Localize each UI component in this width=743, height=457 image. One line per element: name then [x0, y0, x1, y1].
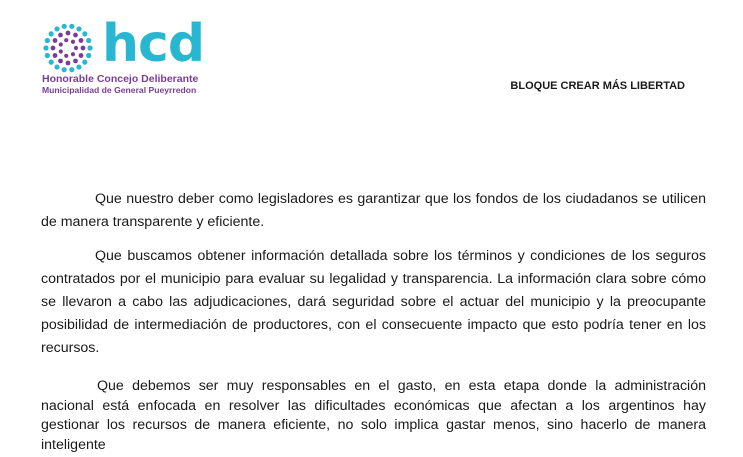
logo-dot [54, 26, 59, 31]
logo-dot [69, 24, 74, 29]
logo-dot [62, 24, 67, 29]
logo-dot [49, 60, 54, 65]
logo-dot [79, 53, 84, 58]
logo-dot [86, 53, 91, 58]
logo-dot [62, 67, 67, 72]
logo-dot [69, 67, 74, 72]
bloque-heading: BLOQUE CREAR MÁS LIBERTAD [510, 80, 685, 92]
logo-dot [64, 54, 68, 58]
logo-dot [58, 33, 63, 38]
logo-dot [45, 53, 50, 58]
logo-dot [76, 26, 81, 31]
logo-dot [82, 60, 87, 65]
logo-dot [66, 31, 71, 36]
paragraph-1: Que nuestro deber como legisladores es garantizar que los fondos de los ciudadanos se utilicen de manera transparente y eficiente. [41, 191, 706, 230]
logo-dot [59, 49, 63, 53]
hcd-logo [40, 14, 220, 100]
logo-dot [51, 46, 56, 51]
paragraph-2: Que buscamos obtener información detallada sobre los términos y condiciones de los seguros contratados por el municipio para evaluar su legalidad y transparencia. La información clara sobre cómo se llevaron a cabo las adjudicaciones, dará seguridad sobre el actuar del municipio y la preocupante posibilidad de intermediación de productores, con el consecuente impacto que esto podría tener en los recursos. [41, 248, 706, 356]
logo-dot [64, 38, 68, 42]
logo-dot [73, 33, 78, 38]
paragraph-3: Que debemos ser muy responsables en el gasto, en esta etapa donde la administración nacional está enfocada en resolver las dificultades económicas que afectan a los argentinos hay gestionar los recursos de manera eficiente, no solo implica gastar menos, sino hacerlo de manera inteligente [41, 378, 706, 453]
logo-dot [76, 64, 81, 69]
logo-dot [71, 40, 75, 44]
logo-subtitle-institution: Honorable Concejo Deliberante [42, 73, 199, 85]
logo-dot [73, 59, 78, 64]
logo-wordmark: hcd [102, 14, 205, 74]
logo-dot [81, 46, 86, 51]
logo-dot [74, 46, 78, 50]
logo-dot [71, 52, 75, 56]
logo-dot [66, 61, 71, 66]
logo-dot [58, 59, 63, 64]
logo-dot [54, 64, 59, 69]
logo-dot [86, 38, 91, 43]
logo-dot [87, 45, 92, 50]
logo-dot [59, 42, 63, 46]
logo-dot [82, 31, 87, 36]
logo-dot [53, 38, 58, 43]
logo-dot [53, 53, 58, 58]
logo-subtitle-municipality: Municipalidad de General Pueyrredon [42, 85, 197, 95]
logo-dot [49, 31, 54, 36]
logo-dot [43, 45, 48, 50]
logo-dot [79, 38, 84, 43]
logo-dot [45, 38, 50, 43]
